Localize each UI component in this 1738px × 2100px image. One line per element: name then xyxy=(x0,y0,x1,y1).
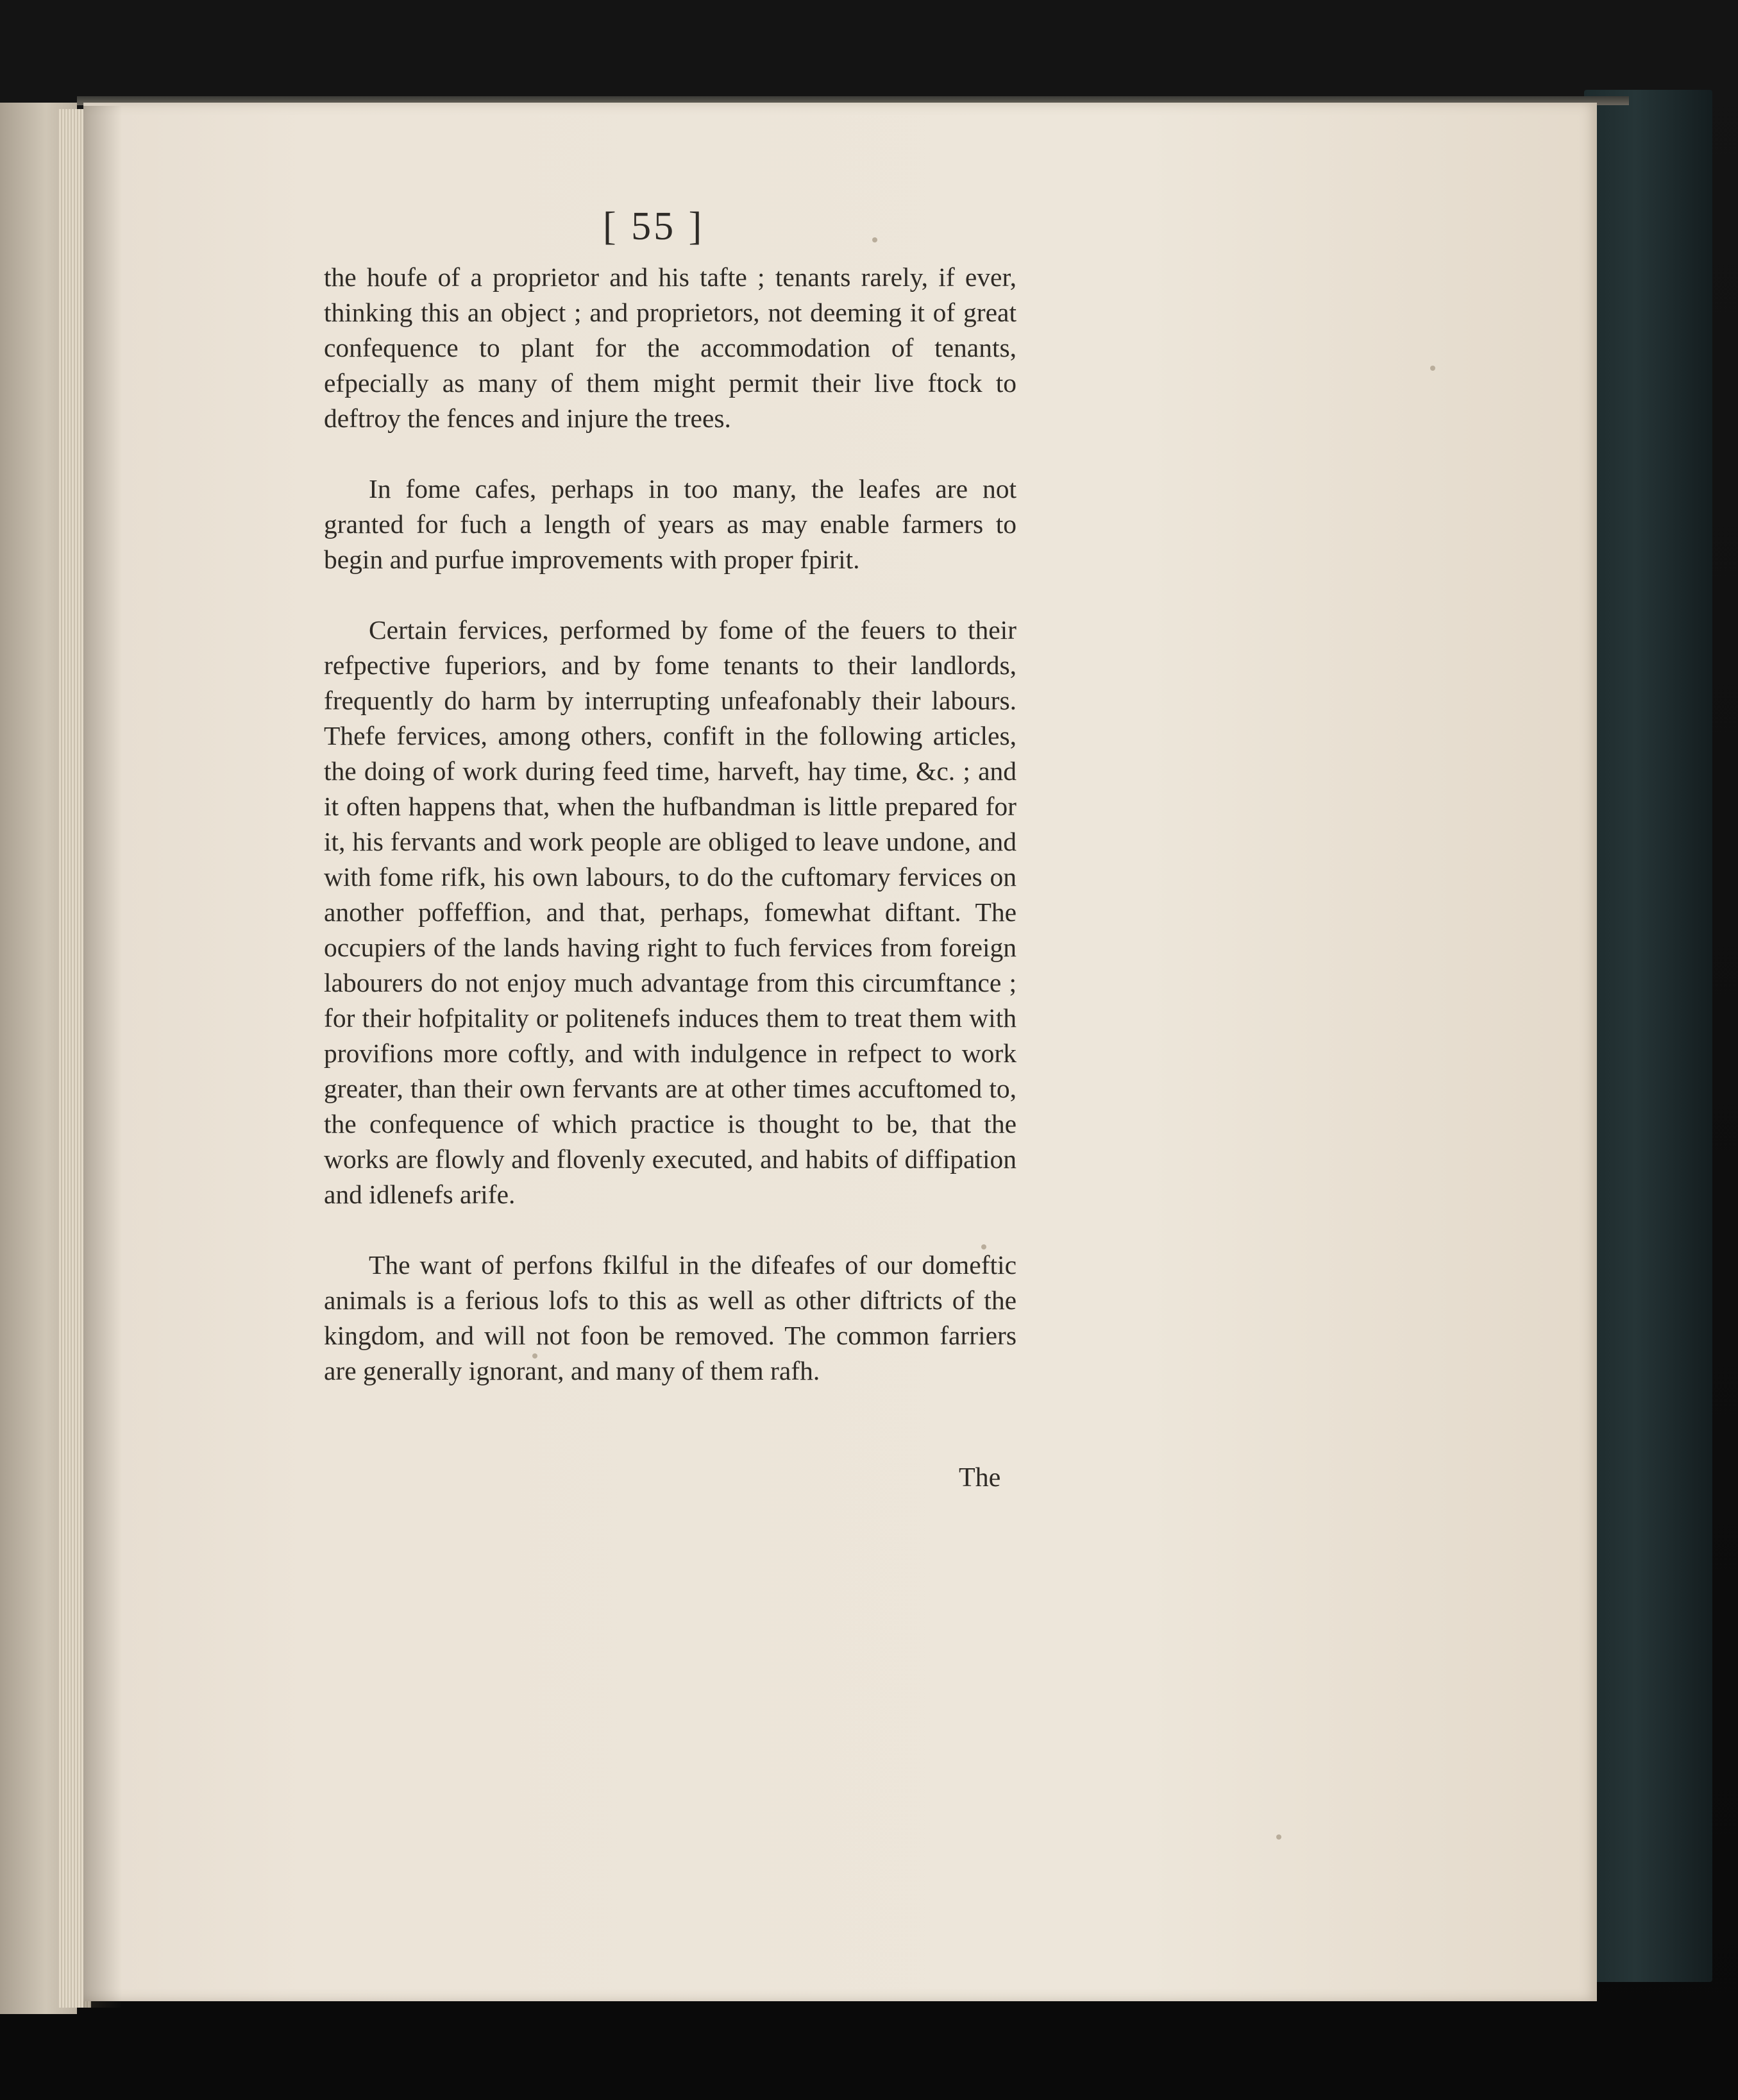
paragraph-leases: In fome cafes, perhaps in too many, the leafes are not granted for fuch a length of years as may enable farmers to begin and purfue improvements with proper fpirit. xyxy=(324,474,1017,574)
book-cover xyxy=(1584,90,1712,1982)
gutter-shadow xyxy=(83,106,122,2008)
paragraph-farriers: The want of perfons fkilful in the difeafes of our domeftic animals is a ferious lofs to this as well as other diftricts of the kingdom, and will not foon be removed. The common farriers are generally ignorant, and many of them rafh. xyxy=(324,1250,1017,1385)
catchword: The xyxy=(959,1463,1001,1493)
paper-speck xyxy=(872,237,877,242)
paragraph-services: Certain fervices, performed by fome of the feuers to their refpective fuperiors, and by fome tenants to their landlords, frequently do harm by interrupting unfeafonably their labours. Thefe fervices, among others, confift in the following articles, the doing of work during feed time, harveft, hay time, &c. ; and it often happens that, when the hufbandman is little prepared for it, his fervants and work people are obliged to leave undone, and with fome rifk, his own labours, to do the cuftomary fervices on another poffeffion, and that, perhaps, fomewhat diftant. The occupiers of the lands having right to fuch fervices from foreign labourers do not enjoy much advantage from this circumftance ; for their hofpitality or politenefs induces them to treat them with provifions more coftly, and with indulgence in refpect to work greater, than their own fervants are at other times accuftomed to, the confequence of which practice is thought to be, that the works are flowly and flovenly executed, and habits of diffipation and idlenefs arife. xyxy=(324,615,1017,1209)
paper-speck xyxy=(1276,1834,1281,1840)
body-text xyxy=(324,260,1017,1389)
paper-speck xyxy=(1430,366,1435,371)
paragraph-continuation: the houfe of a proprietor and his tafte ; tenants rarely, if ever, thinking this an object ; and proprietors, not deeming it of great confequence to plant for the accommodation of tenants, efpecially as many of them might permit their live ftock to deftroy the fences and injure the trees. xyxy=(324,262,1017,433)
page-number: [ 55 ] xyxy=(603,205,705,248)
